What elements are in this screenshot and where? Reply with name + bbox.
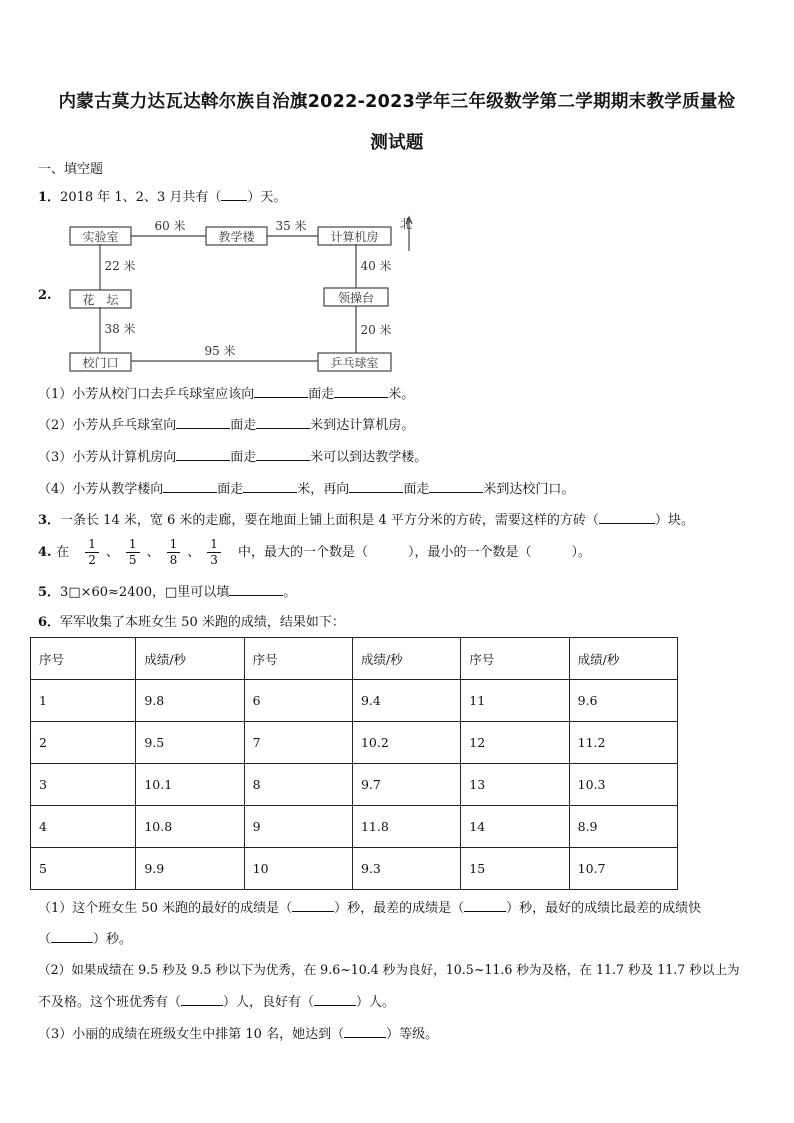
q1-text-end: ）天。 (247, 190, 287, 205)
answer-blank[interactable] (176, 448, 230, 461)
page-title: 内蒙古莫力达瓦达斡尔族自治旗2022-2023学年三年级数学第二学期期末教学质量检 (58, 92, 736, 112)
dist-lab-garden: 22 米 (104, 259, 136, 273)
table-header-row (31, 638, 678, 680)
fraction: $\frac{1}{3}$ (207, 537, 221, 568)
table-cell: 1 (31, 680, 136, 722)
table-cell: 10.7 (569, 848, 677, 890)
question-2-sub1: （1）小芳从校门口去乒乓球室应该向 面走 米。 (38, 387, 415, 402)
question-2-number: 2. (38, 288, 52, 303)
answer-blank[interactable] (256, 416, 310, 429)
header-cell: 成绩/秒 (136, 638, 244, 680)
answer-blank[interactable] (314, 993, 356, 1006)
table-cell: 9.6 (569, 680, 677, 722)
table-cell: 4 (31, 806, 136, 848)
header-cell: 序号 (244, 638, 352, 680)
label-pingpong: 乒乓球室 (330, 356, 379, 370)
table-cell: 2 (31, 722, 136, 764)
answer-blank[interactable] (464, 899, 506, 912)
answer-blank[interactable] (163, 480, 217, 493)
table-cell: 8 (244, 764, 352, 806)
table-cell: 3 (31, 764, 136, 806)
table-row (31, 680, 678, 722)
table-row (31, 806, 678, 848)
table-cell: 9.3 (352, 848, 460, 890)
label-lab: 实验室 (82, 230, 119, 244)
question-2-sub4: （4）小芳从教学楼向 面走 米，再向 面走 米到达校门口。 (38, 482, 575, 497)
table-row (31, 722, 678, 764)
label-teach: 教学楼 (218, 230, 255, 244)
page-title-cont: 测试题 (370, 133, 424, 153)
question-6: 6．军军收集了本班女生 50 米跑的成绩，结果如下： (38, 615, 345, 630)
table-cell: 11 (461, 680, 569, 722)
table-cell: 15 (461, 848, 569, 890)
question-3: 3．一条长 14 米，宽 6 米的走廊，要在地面上铺上面积是 4 平方分米的方砖，需要这样的方砖（ ）块。 (38, 513, 694, 528)
header-cell: 序号 (31, 638, 136, 680)
header-cell: 成绩/秒 (352, 638, 460, 680)
label-stage: 领操台 (337, 291, 375, 305)
question-1 (38, 188, 286, 206)
table-cell: 9 (244, 806, 352, 848)
table-cell: 10.3 (569, 764, 677, 806)
table-cell: 6 (244, 680, 352, 722)
fraction: $\frac{1}{5}$ (126, 537, 140, 568)
answer-blank[interactable] (292, 899, 334, 912)
label-gate: 校门口 (82, 356, 119, 370)
question-5: 5．3□×60≈2400，□里可以填 。 (38, 585, 297, 600)
header-cell: 成绩/秒 (569, 638, 677, 680)
answer-blank[interactable] (254, 385, 308, 398)
label-comp: 计算机房 (330, 230, 379, 244)
answer-blank[interactable] (429, 480, 483, 493)
section-heading: 一、填空题 (38, 162, 104, 177)
dist-teach-comp: 35 米 (275, 219, 307, 233)
question-6-sub1-cont: （ ）秒。 (38, 932, 133, 947)
table-cell: 11.2 (569, 722, 677, 764)
table-row (31, 848, 678, 890)
table-cell: 11.8 (352, 806, 460, 848)
table-cell: 10.2 (352, 722, 460, 764)
table-cell: 13 (461, 764, 569, 806)
table-cell: 10 (244, 848, 352, 890)
q1-text: 2018 年 1、2、3 月共有（ (60, 190, 222, 205)
answer-blank[interactable] (181, 993, 223, 1006)
dist-stage-pp: 20 米 (360, 323, 392, 337)
table-cell: 10.1 (136, 764, 244, 806)
dist-gate-pp: 95 米 (204, 344, 236, 358)
answer-blank[interactable] (51, 930, 93, 943)
fraction: $\frac{1}{8}$ (167, 537, 181, 568)
dist-garden-gate: 38 米 (104, 322, 136, 336)
question-6-sub2: （2）如果成绩在 9.5 秒及 9.5 秒以下为优秀，在 9.6~10.4 秒为良好，10.5~11.6 秒为及格，在 11.7 秒及 11.7 秒以上为 (38, 962, 740, 977)
answer-blank[interactable] (176, 416, 230, 429)
table-cell: 5 (31, 848, 136, 890)
answer-blank[interactable] (344, 1025, 386, 1038)
table-cell: 8.9 (569, 806, 677, 848)
table-cell: 9.9 (136, 848, 244, 890)
answer-blank[interactable] (334, 385, 388, 398)
question-6-sub3: （3）小丽的成绩在班级女生中排第 10 名，她达到（ ）等级。 (38, 1027, 439, 1042)
question-6-sub1: （1）这个班女生 50 米跑的最好的成绩是（ ）秒，最差的成绩是（ ）秒，最好的成绩比最差的成绩快 (38, 901, 702, 916)
label-garden: 花 坛 (82, 293, 119, 307)
question-4: 4. 在 $\frac{1}{2}$ 、 $\frac{1}{5}$ 、 $\frac{1}{8}$ 、 $\frac{1}{3}$ 中，最大的一个数是（ ），最小的一个数是（ ）。 (38, 537, 592, 567)
table-row (31, 764, 678, 806)
table-cell: 7 (244, 722, 352, 764)
answer-blank[interactable] (599, 511, 655, 524)
dist-lab-teach: 60 米 (154, 219, 186, 233)
answer-blank[interactable] (221, 188, 247, 201)
table-cell: 10.8 (136, 806, 244, 848)
answer-blank[interactable] (349, 480, 403, 493)
dist-comp-stage: 40 米 (360, 259, 392, 273)
answer-blank[interactable] (229, 583, 283, 596)
table-cell: 9.7 (352, 764, 460, 806)
table-cell: 9.8 (136, 680, 244, 722)
question-6-sub2-cont: 不及格。这个班优秀有（ ）人，良好有（ ）人。 (38, 995, 396, 1010)
answer-blank[interactable] (256, 448, 310, 461)
north-label: 北 (400, 217, 413, 231)
question-2-sub3: （3）小芳从计算机房向 面走 米可以到达教学楼。 (38, 450, 428, 465)
table-cell: 9.4 (352, 680, 460, 722)
table-cell: 14 (461, 806, 569, 848)
header-cell: 序号 (461, 638, 569, 680)
answer-blank[interactable] (243, 480, 297, 493)
table-cell: 12 (461, 722, 569, 764)
fraction: $\frac{1}{2}$ (85, 537, 99, 568)
table-cell: 9.5 (136, 722, 244, 764)
school-map-diagram (60, 213, 413, 379)
question-2-sub2: （2）小芳从乒乓球室向 面走 米到达计算机房。 (38, 418, 415, 433)
scores-table (30, 637, 678, 890)
question-number: 1． (38, 190, 61, 205)
